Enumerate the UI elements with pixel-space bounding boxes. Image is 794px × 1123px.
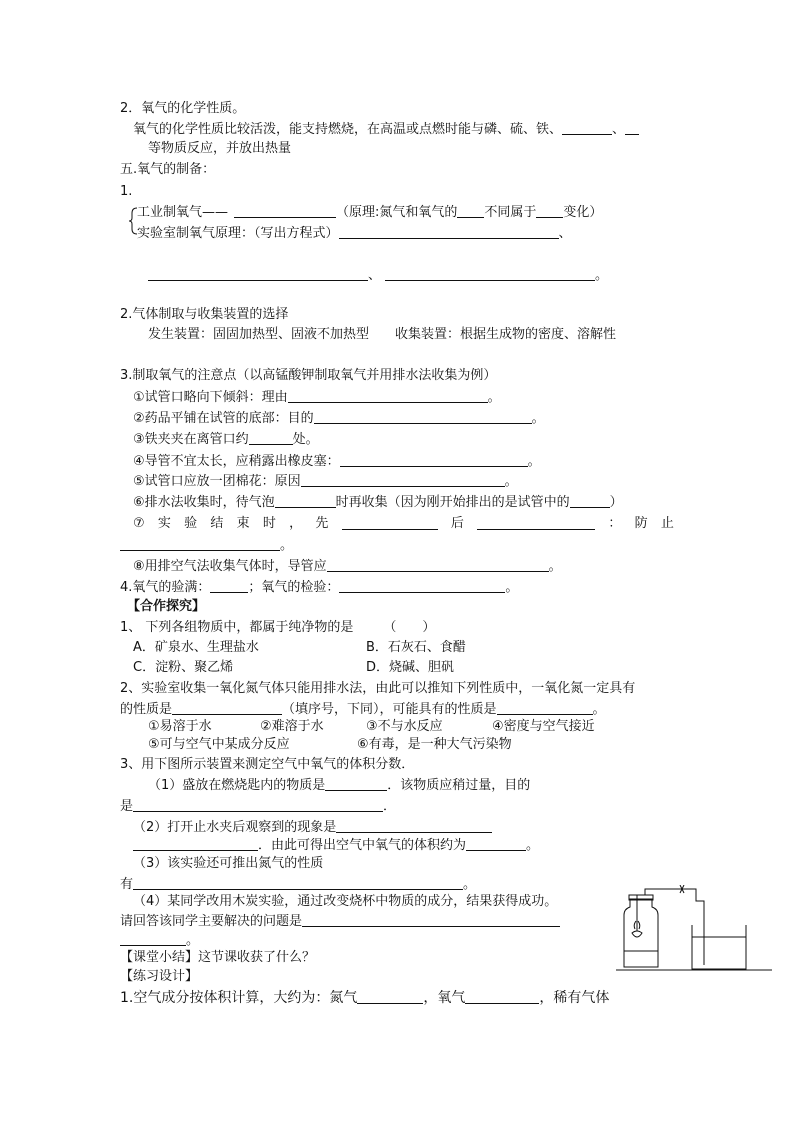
q3-part-2	[133, 819, 492, 836]
oxygen-measurement-apparatus	[614, 885, 774, 975]
q2-opt-1: ①易溶于水	[148, 719, 212, 734]
text: 。	[487, 390, 501, 405]
note-8	[133, 558, 562, 575]
q2-opt-4: ④密度与空气接近	[492, 719, 595, 734]
fill-blank[interactable]	[148, 267, 368, 281]
text: 、	[558, 226, 572, 241]
fill-blank[interactable]	[465, 990, 539, 1004]
note-7	[133, 516, 674, 532]
q3-part-1-cont	[120, 798, 396, 815]
text: 、	[612, 122, 626, 137]
q3-part-2-cont	[133, 837, 539, 854]
fill-blank[interactable]	[477, 516, 595, 530]
text: 后	[450, 516, 464, 531]
fill-blank[interactable]	[288, 389, 488, 403]
fill-blank[interactable]	[275, 494, 336, 508]
equation-blanks-line	[148, 267, 608, 284]
note-7-cont	[120, 537, 293, 554]
section-2-title: 2．氧气的化学性质。	[120, 101, 246, 116]
text: 。	[463, 877, 477, 892]
text: 1.空气成分按体积计算，大约为：氮气	[120, 990, 358, 1006]
text: ．	[383, 799, 397, 814]
fill-blank[interactable]	[342, 516, 438, 530]
subsection-2-title: 2.气体制取与收集装置的选择	[120, 307, 289, 322]
text: 止	[660, 516, 674, 531]
subsection-3-title: 3.制取氧气的注意点（以高锰酸钾制取氧气并用排水法收集为例）	[120, 368, 497, 383]
fill-blank[interactable]	[302, 913, 560, 927]
fill-blank[interactable]	[336, 819, 492, 833]
summary-title: 【课堂小结】这节课收获了什么？	[120, 950, 316, 965]
fill-blank[interactable]	[249, 431, 293, 445]
fill-blank[interactable]	[325, 777, 387, 791]
q2-opt-3: ③不与水反应	[366, 719, 443, 734]
text: ，氧气	[423, 990, 466, 1006]
text: ；氧气的检验：	[248, 580, 340, 595]
q3-part-3: （3）该实验还可推出氮气的性质	[133, 856, 324, 871]
fill-blank[interactable]	[133, 837, 258, 851]
fill-blank[interactable]	[357, 990, 423, 1004]
text: 请回答该同学主要解决的问题是	[120, 914, 303, 929]
text: 1、 下列各组物质中，都属于纯净物的是	[120, 620, 354, 635]
coop-title: 【合作探究】	[127, 599, 206, 614]
text: 处。	[292, 432, 319, 447]
fill-blank[interactable]	[570, 494, 610, 508]
q2-opt-2: ②难溶于水	[260, 719, 324, 734]
text: 。	[526, 838, 540, 853]
q3-part-1	[148, 777, 530, 794]
text: ⑤试管口应放一团棉花：原因	[133, 474, 301, 489]
text: ，	[289, 516, 303, 531]
fill-blank[interactable]	[339, 579, 505, 593]
q1-option-a: A．矿泉水、生理盐水	[133, 640, 259, 655]
text: 时	[262, 516, 276, 531]
text: 。	[595, 268, 609, 283]
fill-blank[interactable]	[133, 876, 463, 890]
text: 变化）	[563, 205, 603, 220]
text: 防	[634, 516, 648, 531]
text: ⑥排水法收集时，待气泡	[133, 495, 275, 510]
q1-option-d: D．烧碱、胆矾	[366, 660, 455, 675]
fill-blank[interactable]	[497, 701, 593, 715]
note-4	[133, 453, 541, 470]
industrial-oxygen-line	[137, 204, 602, 221]
text: 、	[368, 268, 382, 283]
text: 工业制氧气——	[137, 205, 229, 220]
text: （填序号，下同），可能具有的性质是	[282, 702, 497, 717]
text: 。	[531, 411, 545, 426]
q3-part-4-cont2	[120, 932, 199, 949]
text: 是	[120, 799, 134, 814]
text: 实验室制氧气原理：（写出方程式）	[137, 226, 339, 241]
text: 。	[504, 474, 518, 489]
fill-blank[interactable]	[457, 204, 484, 218]
note-2	[133, 410, 545, 427]
text: （1）盛放在燃烧匙内的物质是	[148, 778, 326, 793]
item-number-1: 1.	[120, 184, 133, 199]
section-5-title: 五.氧气的制备：	[120, 162, 216, 177]
text: 先	[315, 516, 329, 531]
fill-blank[interactable]	[234, 204, 336, 218]
q2-opt-6: ⑥有毒，是一种大气污染物	[357, 737, 512, 752]
text: 束	[236, 516, 250, 531]
lab-oxygen-line	[137, 225, 572, 242]
fill-blank[interactable]	[301, 473, 505, 487]
text: ①试管口略向下倾斜：理由	[133, 390, 288, 405]
q2-opt-5: ⑤可与空气中某成分反应	[148, 737, 290, 752]
question-2-cont	[120, 701, 606, 718]
fill-blank[interactable]	[340, 453, 528, 467]
text: 4.氧气的验满：	[120, 580, 211, 595]
text: ④导管不宜太长，应稍露出橡皮塞：	[133, 454, 340, 469]
fill-blank[interactable]	[172, 701, 282, 715]
text: 的性质是	[120, 702, 173, 717]
section-2-line2: 等物质反应，并放出热量	[148, 141, 292, 156]
text: （2）打开止水夹后观察到的现象是	[133, 820, 337, 835]
text: 。	[548, 559, 562, 574]
text: 有	[120, 877, 134, 892]
question-1	[120, 620, 435, 636]
text: 。	[280, 538, 294, 553]
text: ⑧用排空气法收集气体时，导管应	[133, 559, 327, 574]
fill-blank[interactable]	[210, 579, 248, 593]
text: ，稀有气体	[539, 990, 610, 1006]
q3-part-3-cont	[120, 876, 476, 893]
fill-blank[interactable]	[466, 837, 526, 851]
question-2: 2、实验室收集一氧化氮气体只能用排水法，由此可以推知下列性质中，一氧化氮一定具有	[120, 681, 636, 696]
subsection-2-body: 发生装置：固固加热型、固液不加热型 收集装置：根据生成物的密度、溶解性	[148, 327, 617, 342]
text: ⑦	[133, 516, 145, 531]
practice-title: 【练习设计】	[120, 969, 199, 984]
text: 。	[505, 580, 519, 595]
text: 氧气的化学性质比较活泼，能支持燃烧，在高温或点燃时能与磷、硫、铁、	[133, 122, 563, 137]
note-6	[133, 494, 623, 511]
text: ）	[609, 495, 623, 510]
text: 不同属于	[484, 205, 537, 220]
text: （原理:氮气和氧气的	[336, 205, 458, 220]
fill-blank[interactable]	[536, 204, 563, 218]
text: 。	[186, 933, 200, 948]
question-3: 3、用下图所示装置来测定空气中氧气的体积分数．	[120, 757, 415, 772]
text: ②药品平铺在试管的底部：目的	[133, 411, 314, 426]
text: ．该物质应稍过量，目的	[387, 778, 531, 793]
fill-blank[interactable]	[339, 225, 559, 239]
text: 。	[527, 454, 541, 469]
text: 时再收集（因为刚开始排出的是试管中的	[335, 495, 570, 510]
q1-option-c: C．淀粉、聚乙烯	[133, 660, 234, 675]
text: ③铁夹夹在离管口约	[133, 432, 249, 447]
note-5	[133, 473, 518, 490]
fill-blank[interactable]	[120, 932, 186, 946]
fill-blank[interactable]	[625, 121, 639, 135]
fill-blank[interactable]	[314, 410, 532, 424]
text: （ ）	[383, 620, 436, 635]
fill-blank[interactable]	[133, 798, 383, 812]
note-3	[133, 431, 319, 448]
q1-option-b: B．石灰石、食醋	[366, 640, 466, 655]
fill-blank[interactable]	[327, 558, 549, 572]
q3-part-4-cont	[120, 913, 560, 930]
text: 实	[157, 516, 171, 531]
subsection-4	[120, 579, 518, 596]
fill-blank[interactable]	[562, 121, 612, 135]
fill-blank[interactable]	[120, 537, 280, 551]
text: ．由此可得出空气中氧气的体积约为	[258, 838, 467, 853]
practice-1	[120, 990, 609, 1006]
section-2-line1	[133, 121, 639, 138]
note-1	[133, 389, 501, 406]
text: 结	[210, 516, 224, 531]
text: 验	[184, 516, 198, 531]
text: ：	[608, 516, 622, 531]
text: 。	[592, 702, 606, 717]
fill-blank[interactable]	[385, 267, 595, 281]
q3-part-4: （4）某同学改用木炭实验，通过改变烧杯中物质的成分，结果获得成功。	[133, 894, 558, 909]
